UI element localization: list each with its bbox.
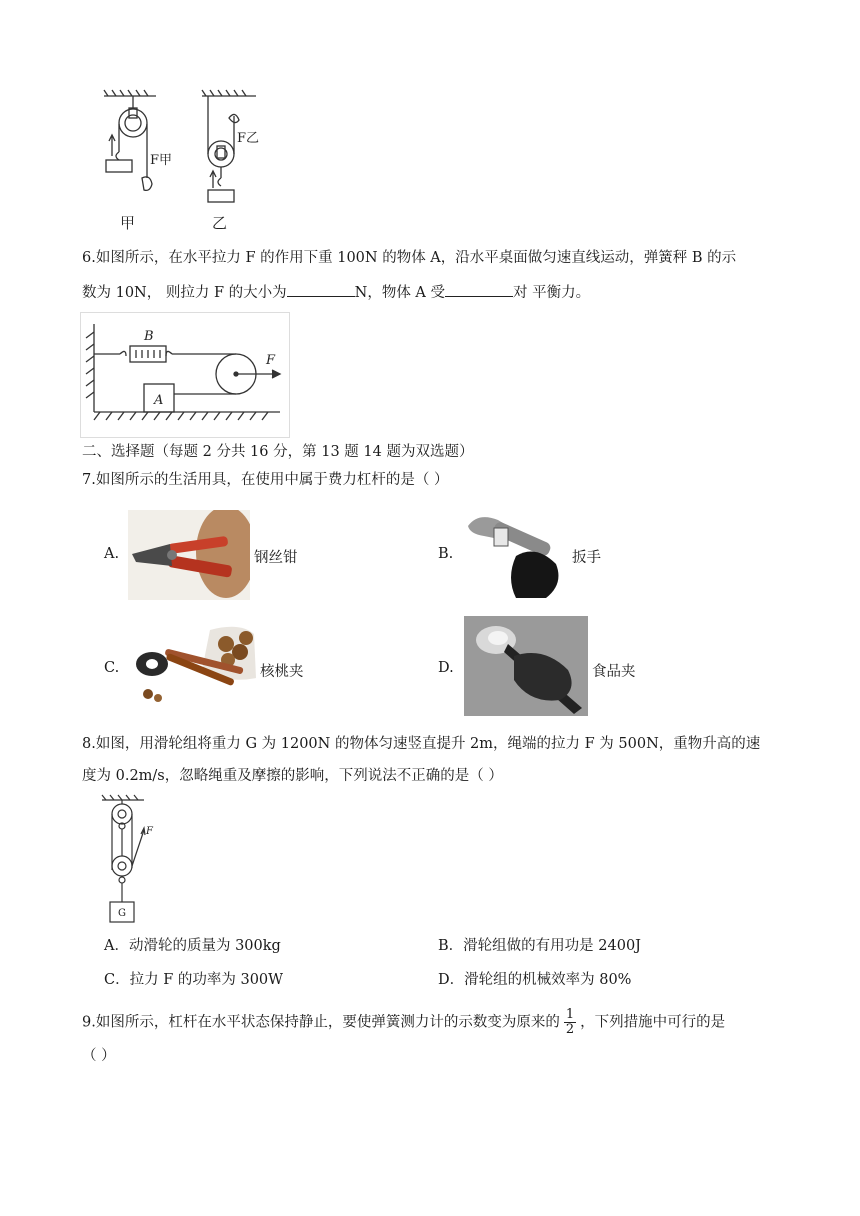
q6-label-b: B: [144, 329, 154, 344]
q7-option-d-image[interactable]: [464, 616, 588, 716]
force-jia-label: F甲: [150, 153, 173, 168]
q6-text-a: 数为 10N， 则拉力 F 的大小为: [82, 285, 287, 301]
q6-text-c: 对 平衡力。: [513, 285, 591, 301]
q6-label-f: F: [266, 353, 276, 368]
q7-option-b-letter[interactable]: B.: [438, 546, 454, 562]
pulley-figure: [96, 86, 276, 236]
q8-line2: 度为 0.2m/s，忽略绳重及摩擦的影响，下列说法不正确的是（ ）: [82, 768, 503, 784]
force-yi-label: F乙: [237, 131, 260, 146]
q6-figure: [80, 312, 290, 438]
q7-option-a-image[interactable]: [128, 510, 250, 600]
movable-pulley-yi: [202, 90, 256, 202]
q7-option-b-image[interactable]: [462, 510, 568, 598]
figure-label-jia: 甲: [120, 214, 136, 232]
section2-title: 二、选择题（每题 2 分共 16 分，第 13 题 14 题为双选题）: [82, 444, 474, 460]
q8-pulley-block-figure: [96, 794, 166, 926]
q7-stem: 7.如图所示的生活用具，在使用中属于费力杠杆的是（ ）: [82, 472, 449, 488]
q7-option-b-caption: 扳手: [572, 550, 601, 566]
q8-option-d[interactable]: D．滑轮组的机械效率为 80%: [438, 972, 632, 988]
q7-option-a-caption: 钢丝钳: [254, 550, 298, 566]
q7-option-c-image[interactable]: [128, 622, 256, 708]
q9-fraction-denominator: 2: [565, 1022, 575, 1037]
q7-option-c-letter[interactable]: C.: [104, 660, 120, 676]
q6-line2: [82, 282, 590, 303]
q8-line1: 8.如图，用滑轮组将重力 G 为 1200N 的物体匀速竖直提升 2m，绳端的拉力 F 为 500N，重物升高的速: [82, 736, 761, 752]
q7-option-a-letter[interactable]: A.: [104, 546, 120, 562]
q6-answer-blank-1[interactable]: [287, 282, 355, 297]
q8-label-g: G: [118, 908, 126, 919]
q9-fraction: [564, 1008, 576, 1037]
q7-option-d-caption: 食品夹: [592, 664, 636, 680]
q8-option-c[interactable]: C．拉力 F 的功率为 300W: [104, 972, 284, 988]
q6-label-a: A: [154, 393, 164, 408]
figure-label-yi: 乙: [212, 214, 228, 232]
q9-line2: （ ）: [82, 1048, 116, 1064]
fixed-pulley-jia: [104, 90, 156, 190]
q6-text-b: N，物体 A 受: [354, 285, 446, 301]
q8-label-f: F: [146, 826, 153, 837]
q6-answer-blank-2[interactable]: [445, 282, 513, 297]
q6-line1: 6.如图所示，在水平拉力 F 的作用下重 100N 的物体 A，沿水平桌面做匀速直线运动，弹簧秤 B 的示: [82, 250, 737, 266]
q8-option-b[interactable]: B．滑轮组做的有用功是 2400J: [438, 938, 641, 954]
q9-line1: [82, 1008, 725, 1037]
q7-option-d-letter[interactable]: D.: [438, 660, 454, 676]
q7-option-c-caption: 核桃夹: [260, 664, 304, 680]
q9-text-a: 9.如图所示，杠杆在水平状态保持静止，要使弹簧测力计的示数变为原来的: [82, 1014, 560, 1031]
q9-fraction-numerator: 1: [565, 1007, 575, 1022]
q9-text-b: ，下列措施中可行的是: [580, 1014, 726, 1031]
q8-option-a[interactable]: A．动滑轮的质量为 300kg: [104, 938, 281, 954]
